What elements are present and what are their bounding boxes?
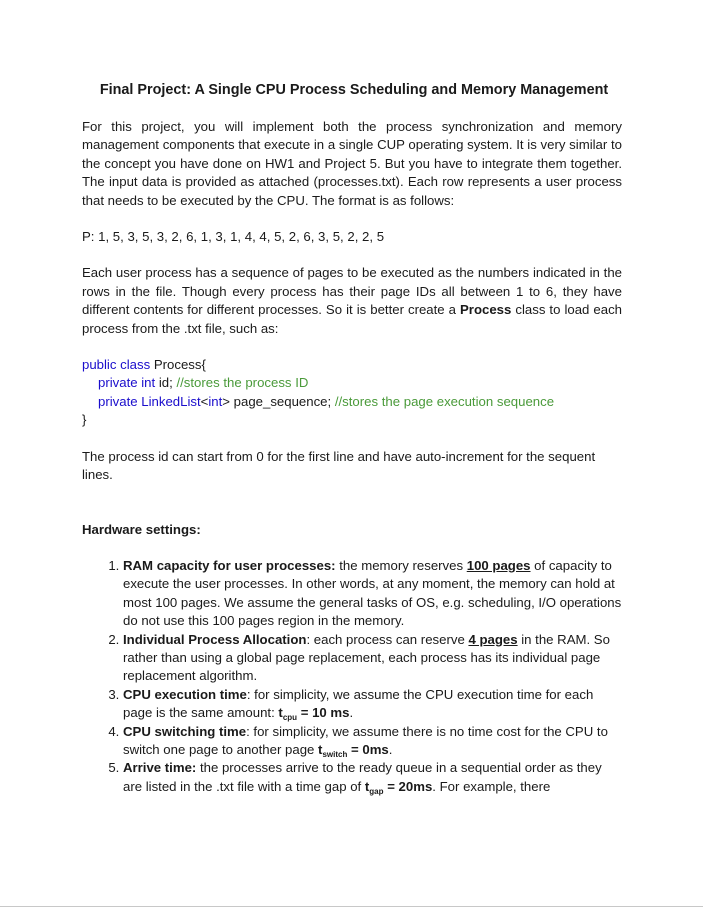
item-text: : for simplicity, we assume there is no time cost for the CPU to switch one page to another page	[123, 723, 608, 757]
code-comment: //stores the page execution sequence	[334, 393, 555, 409]
item-variable: t	[278, 705, 283, 721]
item-label: CPU execution time	[123, 686, 247, 702]
item-label: Arrive time:	[123, 760, 197, 776]
para2-text-after: class to load each process from the .txt file, such as:	[82, 302, 622, 336]
process-class-paragraph	[82, 264, 622, 338]
item-subscript: gap	[369, 786, 384, 796]
intro-paragraph: For this project, you will implement both the process synchronization and memory management components that execute in a single CUP operating system. It is very similar to the concept you have done on HW1 and Project 5. But you have to integrate them together. The input data is provided as attached (processes.txt). Each row represents a user process that needs to be executed by the CPU. The format is as follows:	[82, 119, 622, 208]
item-text: of capacity to execute the user processes. In other words, at any moment, the memory can hold at most 100 pages. We assume the general tasks of OS, e.g. scheduling, I/O operations do not use this 100 pages region in the memory.	[123, 557, 622, 629]
item-text: . For example, there	[432, 778, 551, 794]
code-comment: //stores the process ID	[176, 375, 309, 391]
item-subscript: cpu	[282, 713, 298, 723]
code-keyword: private LinkedList	[98, 393, 201, 409]
item-label: RAM capacity for user processes:	[123, 557, 336, 573]
item-text: .	[349, 705, 354, 721]
item-text: in the RAM. So rather than using a global page replacement, each process has its individual page replacement algorithm.	[123, 631, 610, 684]
format-example: P: 1, 5, 3, 5, 3, 2, 6, 1, 3, 1, 4, 4, 5, 2, 6, 3, 5, 2, 2, 5	[82, 229, 385, 245]
list-item	[123, 723, 622, 760]
code-type: int	[208, 393, 223, 409]
code-line-1	[82, 356, 622, 374]
hardware-heading: Hardware settings:	[82, 521, 201, 537]
code-text: id;	[155, 375, 177, 391]
code-text: > page_sequence;	[222, 393, 335, 409]
item-label: Individual Process Allocation	[123, 631, 307, 647]
code-keyword: private int	[98, 375, 156, 391]
code-keyword: public class	[82, 357, 151, 373]
code-text: <	[200, 393, 209, 409]
list-item	[123, 759, 622, 796]
item-value: = 20ms	[383, 778, 433, 794]
item-text: .	[388, 741, 393, 757]
item-variable: t	[318, 741, 323, 757]
para2-text-before: Each user process has a sequence of pages to be executed as the numbers indicated in the rows in the file. Though every process has their page IDs all between 1 to 6, they have different contents for different processes. So it is better create a	[82, 265, 622, 318]
item-text: the processes arrive to the ready queue in a sequential order as they are listed in the .txt file with a time gap of	[123, 760, 602, 794]
page-bottom-divider	[0, 906, 703, 907]
list-item	[123, 631, 622, 686]
process-keyword: Process	[460, 302, 512, 318]
item-emphasis: 4 pages	[468, 631, 518, 647]
code-line-4: }	[82, 412, 87, 428]
process-id-paragraph: The process id can start from 0 for the first line and have auto-increment for the sequent lines.	[82, 448, 596, 483]
code-snippet	[82, 356, 622, 430]
code-line-2	[82, 374, 622, 392]
item-subscript: switch	[322, 749, 348, 759]
item-text: the memory reserves	[335, 557, 467, 573]
page-title: Final Project: A Single CPU Process Scheduling and Memory Management	[99, 82, 609, 98]
item-variable: t	[364, 778, 370, 794]
list-item	[123, 686, 622, 723]
item-emphasis: 100 pages	[466, 557, 531, 573]
list-item	[123, 557, 622, 631]
hardware-settings-list	[82, 557, 622, 796]
item-text: : for simplicity, we assume the CPU execution time for each page is the same amount:	[123, 686, 594, 721]
code-line-3	[82, 393, 622, 411]
item-value: = 10 ms	[297, 705, 350, 721]
document-page	[82, 80, 622, 796]
item-text: : each process can reserve	[306, 631, 469, 647]
item-label: CPU switching time	[123, 723, 247, 739]
code-text: Process{	[150, 357, 206, 373]
item-value: = 0ms	[347, 741, 389, 757]
